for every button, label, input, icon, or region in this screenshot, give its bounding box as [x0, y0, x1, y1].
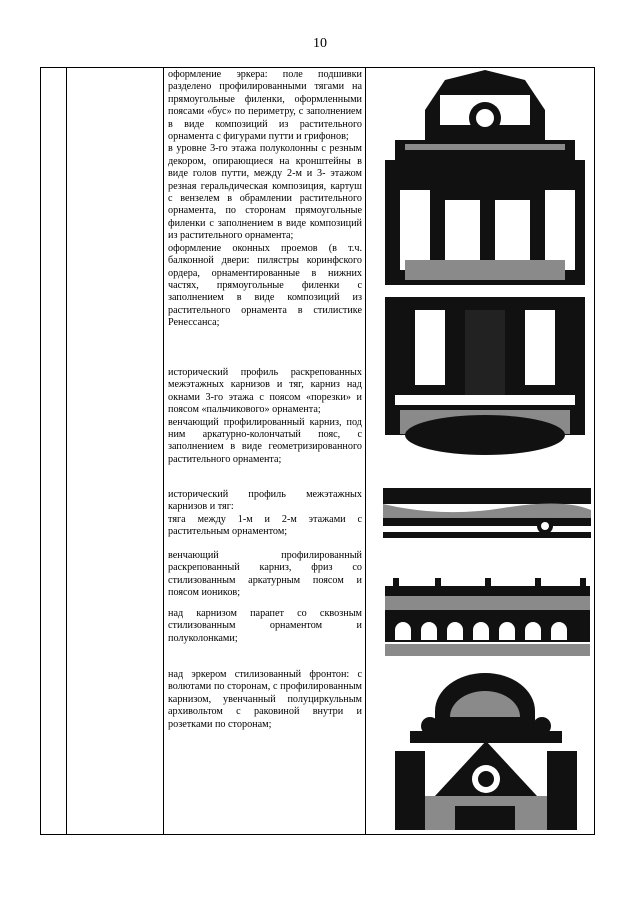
- column-divider-2: [163, 68, 164, 834]
- paragraph: оформление эркера: поле подшивки разделено профилированными тягами на прямоугольные филенки, оформленными поясами «бус» по периметру, с заполнением в виде композиций из растительного орнамента с фигурами путти и грифонов;: [168, 69, 362, 143]
- paragraph: тяга между 1-м и 2-м этажами с растительным орнаментом;: [168, 513, 362, 538]
- entry-interfloor-rods: [168, 489, 362, 539]
- paragraph: венчающий профилированный раскрепованный карниз, фриз со стилизованным аркатурным поясом и поясом иоников;: [168, 550, 362, 599]
- paragraph: в уровне 3-го этажа полуколонны с резным декором, опирающиеся на кронштейны в виде голов путти, между 2-м и 3- этажом резная геральдическая композиция, картуш с вензелем в обрамлении растительного орнамента, по сторонам прямоугольные филенки с заполнением в виде композиций из растительного орнамента;: [168, 143, 362, 242]
- paragraph: исторический профиль межэтажных карнизов и тяг:: [168, 489, 362, 513]
- photo-pediment: [395, 671, 577, 830]
- entry-pediment: [168, 669, 362, 731]
- paragraph: исторический профиль раскрепованных межэтажных карнизов и тяг, карниз над окнами 3-го этажа с поясом «порезки» и поясом «пальчикового» орнамента;: [168, 367, 362, 416]
- column-divider-3: [365, 68, 366, 834]
- paragraph: венчающий профилированный карниз, под ним аркатурно-колончатый пояс, с заполнением в виде геометризированного растительного орнамента;: [168, 416, 362, 465]
- entry-crowning-cornice: [168, 550, 362, 600]
- page-number: 10: [313, 36, 327, 51]
- photo-interfloor-rod: [383, 488, 591, 538]
- entry-cornices-profile: [168, 367, 362, 466]
- paragraph: оформление оконных проемов (в т.ч. балконной двери: пилястры коринфского ордера, орнаментированные в нижних частях, прямоугольные филенки с заполнением в виде композиций из растительного орнамента в стилистике Ренессанса;: [168, 242, 362, 329]
- column-divider-1: [66, 68, 67, 834]
- photo-oriel-facade: [385, 70, 585, 465]
- paragraph: над эркером стилизованный фронтон: с волютами по сторонам, с профилированным карнизом, увенчанный полуциркульным архивольтом с раковиной внутри и розетками по сторонам;: [168, 669, 362, 730]
- photo-cornice-parapet: [385, 578, 590, 656]
- entry-oriel-decoration: [168, 69, 362, 330]
- entry-parapet: [168, 608, 362, 645]
- paragraph: над карнизом парапет со сквозным стилизованным орнаментом и полуколонками;: [168, 608, 362, 644]
